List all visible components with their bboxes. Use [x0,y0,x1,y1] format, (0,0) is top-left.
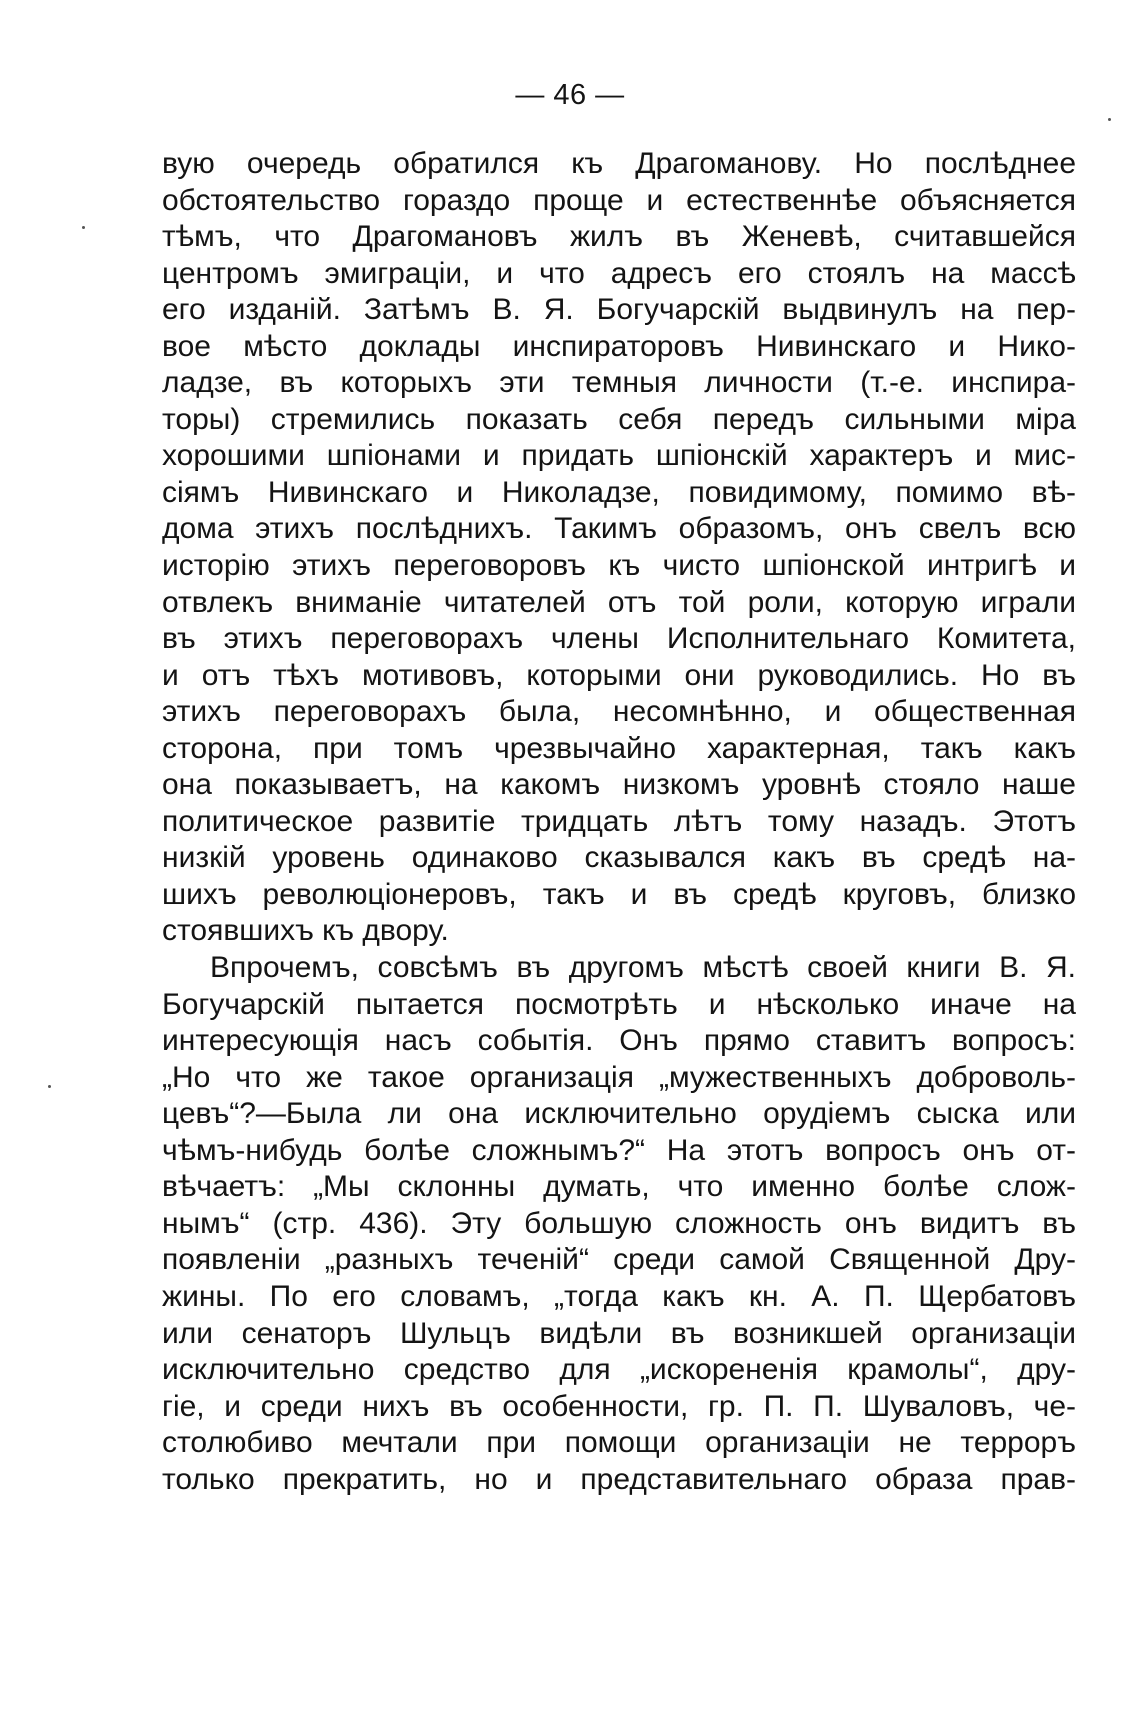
text-line: гіе, и среди нихъ въ особенности, гр. П. П. Шуваловъ, че- [162,1389,1076,1423]
text-line: исторію этихъ переговоровъ къ чисто шпіонской интригѣ и [162,549,1076,583]
text-line: появленіи „разныхъ теченій“ среди самой Священной Дру- [162,1243,1076,1277]
text-line: тѣмъ, что Драгомановъ жилъ въ Женевѣ, считавшейся [162,220,1076,254]
text-line: она показываетъ, на какомъ низкомъ уровнѣ стояло наше [162,768,1076,802]
text-line: политическое развитіе тридцать лѣтъ тому назадъ. Этотъ [162,804,1076,838]
text-line: Богучарскій пытается посмотрѣть и нѣсколько иначе на [162,987,1076,1021]
text-line: только прекратить, но и представительнаго образа прав- [162,1462,1076,1496]
text-line: ладзе, въ которыхъ эти темныя личности (т.-е. инспира- [162,366,1076,400]
text-line: столюбиво мечтали при помощи организаціи не терроръ [162,1426,1076,1460]
text-line: цевъ“?—Была ли она исключительно орудіемъ сыска или [162,1097,1076,1131]
text-line: хорошими шпіонами и придать шпіонскій характеръ и мис- [162,439,1076,473]
text-line: и отъ тѣхъ мотивовъ, которыми они руководились. Но въ [162,658,1076,692]
text-line: нымъ“ (стр. 436). Эту большую сложность онъ видитъ въ [162,1206,1076,1240]
text-line: низкій уровень одинаково сказывался какъ въ средѣ на- [162,841,1076,875]
text-line: отвлекъ вниманіе читателей отъ той роли, которую играли [162,585,1076,619]
text-line: или сенаторъ Шульцъ видѣли въ возникшей организаціи [162,1316,1076,1350]
text-line: сторона, при томъ чрезвычайно характерная, такъ какъ [162,731,1076,765]
text-line: торы) стремились показать себя передъ сильными міра [162,402,1076,436]
text-line: интересующія насъ событія. Онъ прямо ставитъ вопросъ: [162,1024,1076,1058]
scan-speck [48,1085,51,1088]
text-line: вую очередь обратился къ Драгоманову. Но послѣднее [162,147,1076,180]
text-line: дома этихъ послѣднихъ. Такимъ образомъ, онъ свелъ всю [162,512,1076,546]
text-line: его изданій. Затѣмъ В. Я. Богучарскій выдвинулъ на пер- [162,293,1076,327]
text-line: обстоятельство гораздо проще и естественнѣе объясняется [162,183,1076,217]
scan-speck [1108,118,1111,121]
text-line: сіямъ Нивинскаго и Николадзе, повидимому, помимо вѣ- [162,475,1076,509]
text-line: стоявшихъ къ двору. [162,914,449,948]
text-line: шихъ революціонеровъ, такъ и въ средѣ круговъ, близко [162,877,1076,911]
paragraph-second [162,950,1076,1498]
text-line: этихъ переговорахъ была, несомнѣнно, и общественная [162,695,1076,729]
page-body-text [162,146,1076,1498]
text-line: жины. По его словамъ, „тогда какъ кн. А. П. Щербатовъ [162,1279,1076,1313]
scan-speck [82,226,85,229]
text-line: „Но что же такое организація „мужественныхъ доброволь- [162,1060,1076,1094]
text-line: чѣмъ-нибудь болѣе сложнымъ?“ На этотъ вопросъ онъ от- [162,1133,1076,1167]
text-line: Впрочемъ, совсѣмъ въ другомъ мѣстѣ своей книги В. Я. [210,951,1076,985]
text-line: исключительно средство для „искорененія крамолы“, дру- [162,1353,1076,1387]
paragraph-continuation [162,146,1076,950]
text-line: центромъ эмиграціи, и что адресъ его стоялъ на массѣ [162,256,1076,290]
text-line: вѣчаетъ: „Мы склонны думать, что именно болѣе слож- [162,1170,1076,1204]
text-line: въ этихъ переговорахъ члены Исполнительнаго Комитета, [162,622,1076,656]
page-number: — 46 — [515,79,625,111]
text-line: вое мѣсто доклады инспираторовъ Нивинскаго и Нико- [162,329,1076,363]
